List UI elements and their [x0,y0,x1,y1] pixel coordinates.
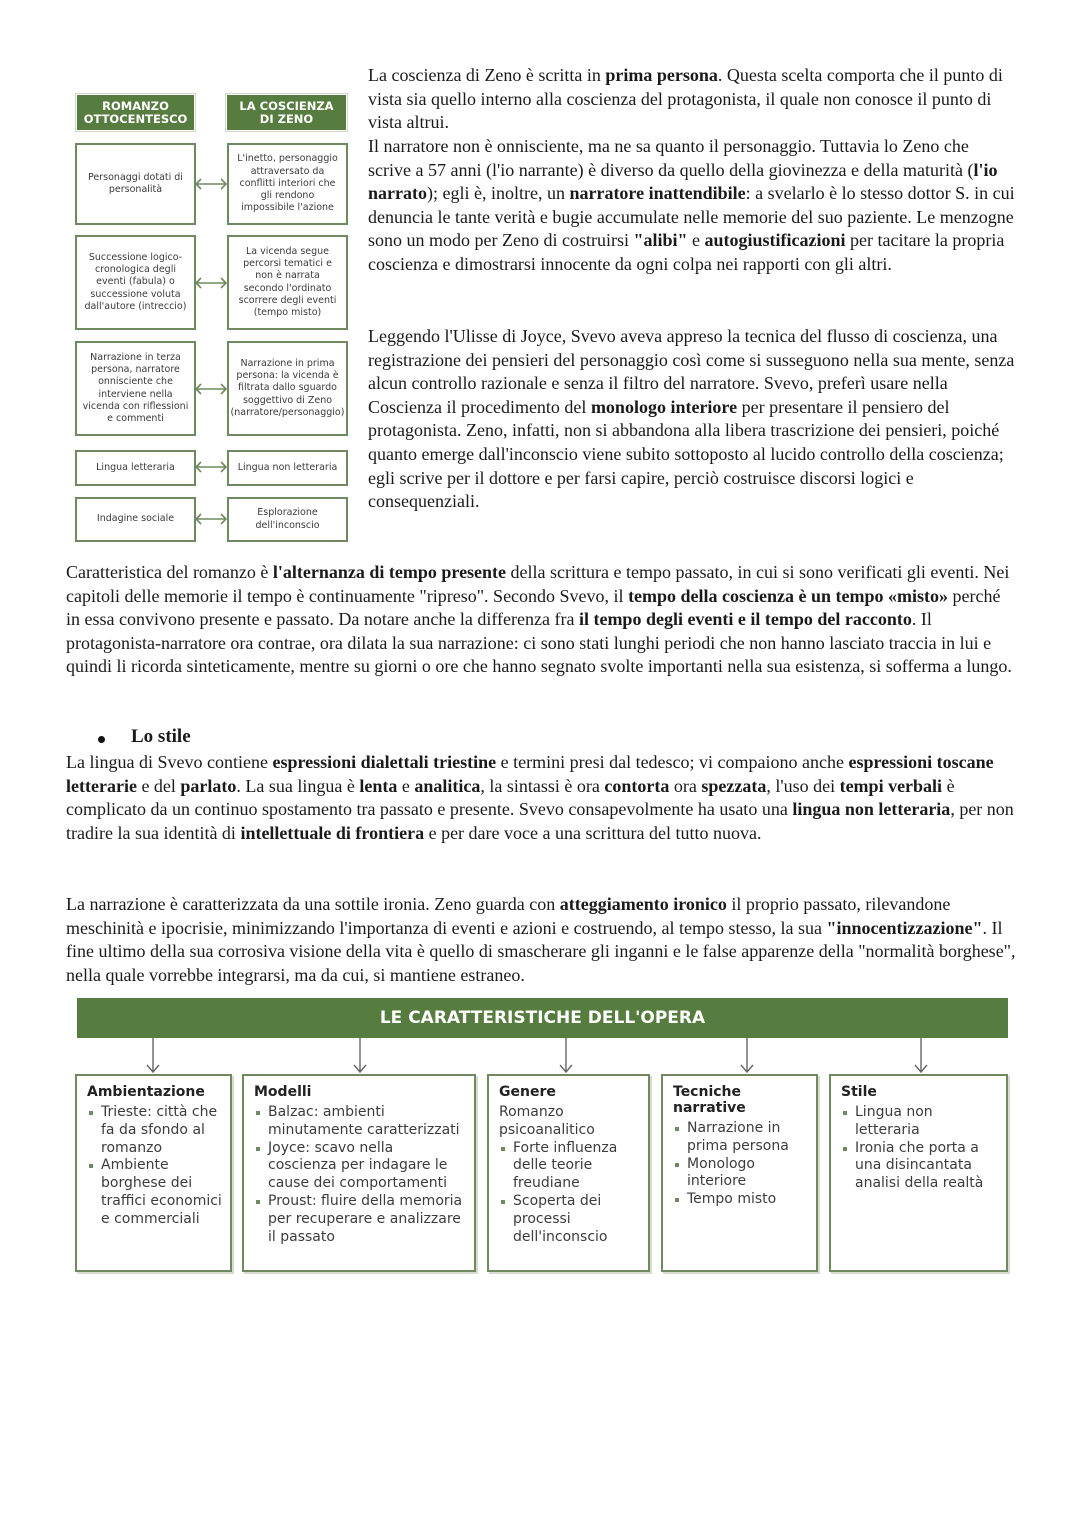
feature-card-stile [829,1074,1008,1272]
diagram-cell-left: Successione logico-cronologica degli eventi (fabula) o successione voluta dall'autore (intreccio) [75,235,196,330]
card-list-item: Balzac: ambienti minutamente caratterizzati [254,1104,466,1140]
diagram-cell-right: Esplorazione dell'inconscio [227,497,348,542]
section-title-stile: Lo stile [131,726,191,747]
diagram-cell-left: Narrazione in terza persona, narratore onnisciente che interviene nella vicenda con riflessioni e commenti [75,341,196,436]
text-run: : a svelarlo è lo stesso dottor S. in cui denuncia le tante verità e bugie accumulate nelle memorie del suo paziente. Le menzogne sono un modo per Zeno di costruirsi [368,183,1015,251]
card-list-item: Narrazione in prima persona [673,1120,808,1156]
double-arrow-icon [194,461,228,473]
text-run: e per dare voce a una scrittura del tutto nuova. [424,822,762,843]
card-list-item: Tempo misto [673,1191,808,1209]
card-title: Modelli [254,1084,312,1100]
card-list [841,1104,998,1193]
card-title: Ambientazione [87,1084,205,1100]
diagram-cell-right: La vicenda segue percorsi tematici e non è narrata secondo l'ordinato scorrere degli eventi (tempo misto) [227,235,348,330]
card-list-item: Joyce: scavo nella coscienza per indagare le cause dei comportamenti [254,1140,466,1193]
feature-card-modelli [242,1074,476,1272]
text-run: ora [669,775,702,796]
bold-text: intellettuale di frontiera [240,822,425,843]
text-run: e del [136,775,181,796]
card-list-item: Ambiente borghese dei traffici economici e commerciali [87,1157,222,1228]
card-list [87,1104,222,1229]
down-arrow-icon [353,1038,367,1074]
header-line: DI ZENO [259,111,314,126]
text-run: La coscienza di Zeno è scritta in [368,65,606,85]
diagram-header-romanzo-ottocentesco [77,95,194,130]
card-list-item: Forte influenza delle teorie freudiane [499,1140,640,1193]
paragraph-ironia [66,893,1016,987]
text-run: perché in essa convivono presente e passato. Da notare anche la differenza fra [66,585,1001,630]
header-line: OTTOCENTESCO [83,111,188,126]
card-list-item: Trieste: città che fa da sfondo al romanzo [87,1104,222,1157]
text-run: è complicato da un continuo spostamento tra passato e presente. Svevo consapevolmente ha usato una [66,775,955,820]
header-line: LA COSCIENZA [239,98,334,113]
text-run: il proprio passato, rilevandone meschinità e ipocrisie, minimizzando l'importanza di eventi e azioni e costruendo, al tempo stesso, la sua [66,894,951,938]
double-arrow-icon [194,513,228,525]
bold-text: autogiustificazioni [704,230,846,251]
text-run: della scrittura e tempo passato, in cui si sono verificati gli eventi. Nei capitoli delle memorie il tempo è continuamente "ripreso". Secondo Svevo, il [66,562,1010,606]
bold-text: tempi verbali [839,775,943,796]
bold-text: atteggiamento ironico [559,894,727,914]
text-run: . La sua lingua è [236,775,360,796]
feature-card-genere [487,1074,650,1272]
text-run: per presentare il pensiero del protagonista. Zeno, infatti, non si abbandona alla libera trascrizione dei pensieri, poiché quanto emerge dall'inconscio viene subito sottoposto al lucido controllo della coscienza; egli scrive per il dottore e per farsi capire, perciò costruisce discorsi logici e consequenziali. [368,396,1004,512]
features-banner: LE CARATTERISTICHE DELL'OPERA [77,998,1008,1038]
header-line: ROMANZO [102,98,169,113]
bold-text: parlato [180,775,237,796]
paragraph-monologo [368,325,1016,514]
card-title: Tecniche narrative [673,1084,746,1116]
text-run: ); egli è, inoltre, un [426,183,570,204]
bold-text: tempo della coscienza è un tempo «misto» [628,585,949,606]
text-run: , per non tradire la sua identità di [66,799,1014,843]
text-run: , l'uso dei [766,775,840,796]
bold-text: l'io narrato [368,159,998,204]
double-arrow-icon [194,277,228,289]
diagram-header-coscienza-di-zeno [227,95,346,130]
bold-text: espressioni toscane letterarie [66,752,994,796]
card-list [499,1104,640,1246]
paragraph-tempo [66,561,1016,679]
feature-card-tecniche-narrative [661,1074,818,1272]
card-list [673,1120,808,1209]
diagram-cell-left: Personaggi dotati di personalità [75,143,196,225]
text-run: . Il fine ultimo della sua corrosiva visione della vita è quello di smascherare gli inganni e le false apparenze della "normalità borghese", nella quale vorrebbe integrarsi, ma da cui, si mantiene estraneo. [66,917,1016,985]
bold-text: analitica [414,775,481,796]
down-arrow-icon [914,1038,928,1074]
diagram-cell-right: Lingua non letteraria [227,450,348,486]
paragraph-prima-persona [368,64,1016,135]
down-arrow-icon [559,1038,573,1074]
double-arrow-icon [194,178,228,190]
card-list [254,1104,466,1246]
text-run: , la sintassi è ora [480,775,605,796]
text-run: La lingua di Svevo contiene [66,752,273,772]
bold-text: lenta [359,775,398,796]
bold-text: contorta [604,775,670,796]
bold-text: "alibi" [633,230,688,251]
paragraph-narratore [368,135,1016,277]
bold-text: monologo interiore [590,396,738,417]
bullet-icon [98,736,105,743]
diagram-cell-right: Narrazione in prima persona: la vicenda è filtrata dallo sguardo soggettivo di Zeno (narratore/personaggio) [227,341,348,436]
bold-text: espressioni dialettali triestine [272,752,497,772]
text-run: per tacitare la propria coscienza e dimostrarsi innocente da ogni colpa nei rapporti con gli altri. [368,230,1005,274]
card-list-item: Monologo interiore [673,1156,808,1192]
text-run: Caratteristica del romanzo è [66,562,273,582]
double-arrow-icon [194,383,228,395]
paragraph-stile [66,751,1016,845]
bold-text: "innocentizzazione" [826,917,983,938]
text-run: Il narratore non è onnisciente, ma ne sa quanto il personaggio. Tuttavia lo Zeno che scrive a 57 anni (l'io narrante) è diverso da quello della giovinezza e della maturità ( [368,136,974,180]
card-title: Stile [841,1084,877,1100]
bold-text: narratore inattendibile [569,183,746,204]
card-list-item: Lingua non letteraria [841,1104,998,1140]
bold-text: prima persona [605,65,718,85]
text-run: Leggendo l'Ulisse di Joyce, Svevo aveva appreso la tecnica del flusso di coscienza, una registrazione dei pensieri del personaggio così come si susseguono nella sua mente, senza alcun controllo razionale e senza il filtro del narratore. Svevo, preferì usare nella Coscienza il procedimento del [368,326,1015,417]
card-list-item: Proust: fluire della memoria per recuperare e analizzare il passato [254,1193,466,1246]
down-arrow-icon [740,1038,754,1074]
bold-text: lingua non letteraria [792,799,951,820]
bold-text: il tempo degli eventi e il tempo del racconto [578,609,912,630]
bold-text: spezzata [701,775,767,796]
card-list-item: Scoperta dei processi dell'inconscio [499,1193,640,1246]
card-title: Genere [499,1084,556,1100]
card-list-item: Romanzo psicoanalitico [499,1104,595,1138]
bold-text: l'alternanza di tempo presente [272,562,507,582]
text-run: . Il protagonista-narratore ora contrae, ora dilata la sua narrazione: ci sono stati lunghi periodi che non hanno lasciato traccia in lui e quindi li ricorda sinteticamente, mentre su giorni o ore che hanno segnato svolte importanti nella sua esistenza, si sofferma a lungo. [66,609,1012,677]
diagram-cell-left: Lingua letteraria [75,450,196,486]
card-list-item: Ironia che porta a una disincantata analisi della realtà [841,1140,998,1193]
diagram-cell-left: Indagine sociale [75,497,196,542]
down-arrow-icon [146,1038,160,1074]
text-run: e [397,775,415,796]
feature-card-ambientazione [75,1074,232,1272]
text-run: . Questa scelta comporta che il punto di vista sia quello interno alla coscienza del protagonista, il quale non conosce il punto di vista altrui. [368,65,1003,133]
text-run: e [687,230,705,251]
diagram-cell-right: L'inetto, personaggio attraversato da conflitti interiori che gli rendono impossibile l'azione [227,143,348,225]
text-run: e termini presi dal tedesco; vi compaiono anche [496,752,849,772]
text-run: La narrazione è caratterizzata da una sottile ironia. Zeno guarda con [66,894,560,914]
